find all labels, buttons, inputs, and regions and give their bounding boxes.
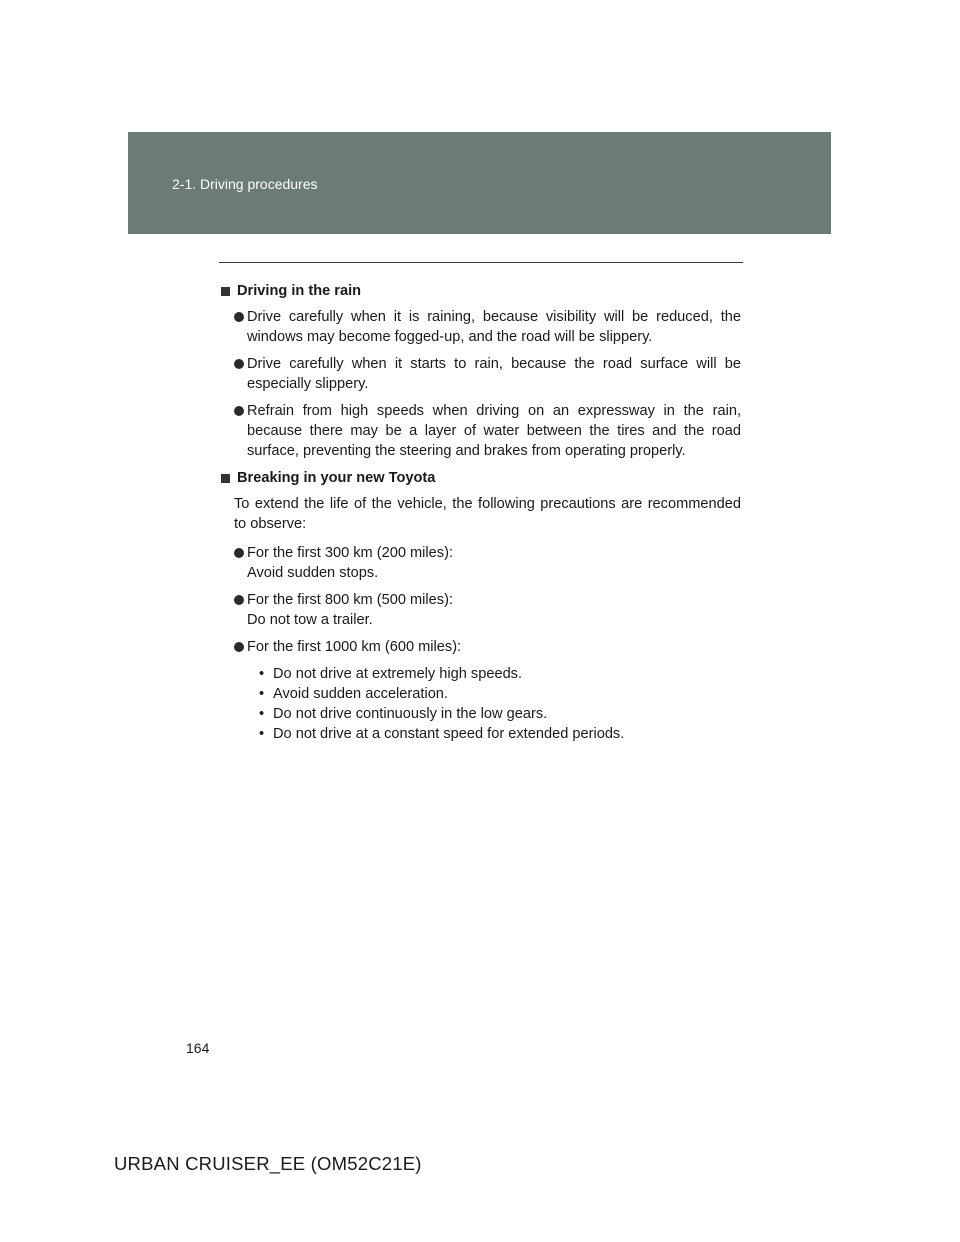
item-title: For the first 800 km (500 miles):: [247, 592, 453, 608]
round-bullet-icon: [234, 312, 244, 322]
square-bullet-icon: [221, 287, 230, 296]
sub-list-item: [259, 724, 741, 744]
middot-icon: •: [259, 666, 265, 682]
breakin-item-3: [234, 637, 741, 657]
page-content: [221, 281, 741, 744]
item-detail: Do not tow a trailer.: [247, 612, 373, 628]
manual-footer: URBAN CRUISER_EE (OM52C21E): [114, 1153, 422, 1174]
rain-bullet-2: [234, 354, 741, 394]
round-bullet-icon: [234, 642, 244, 652]
sub-item-text: Do not drive at extremely high speeds.: [273, 666, 523, 682]
bullet-text: Drive carefully when it is raining, because visibility will be reduced, the windows may become fogged-up, and the road will be slippery.: [247, 309, 741, 345]
sub-item-text: Avoid sudden acceleration.: [273, 686, 448, 702]
breakin-intro: To extend the life of the vehicle, the following precautions are recommended to observe:: [234, 496, 741, 532]
rain-bullet-1: [234, 307, 741, 347]
breakin-item-2: [234, 590, 741, 630]
sub-list-item: [259, 664, 741, 684]
sub-item-text: Do not drive continuously in the low gears.: [273, 706, 548, 722]
rain-bullet-3: [234, 401, 741, 461]
heading-text: Driving in the rain: [237, 283, 362, 299]
bullet-text: Refrain from high speeds when driving on an expressway in the rain, because there may be a layer of water between the tires and the road surface, preventing the steering and brakes from operating properly.: [247, 403, 741, 459]
sub-list-item: [259, 704, 741, 724]
middot-icon: •: [259, 706, 265, 722]
page-number: 164: [186, 1040, 210, 1056]
breakin-sublist: [259, 664, 741, 744]
section-title: 2-1. Driving procedures: [172, 176, 318, 192]
round-bullet-icon: [234, 359, 244, 369]
round-bullet-icon: [234, 406, 244, 416]
heading-breaking-in: [221, 468, 741, 488]
sub-item-text: Do not drive at a constant speed for extended periods.: [273, 726, 625, 742]
round-bullet-icon: [234, 595, 244, 605]
item-detail: Avoid sudden stops.: [247, 565, 379, 581]
round-bullet-icon: [234, 548, 244, 558]
middot-icon: •: [259, 726, 265, 742]
item-title: For the first 1000 km (600 miles):: [247, 639, 462, 655]
divider-rule: [219, 262, 743, 263]
bullet-text: Drive carefully when it starts to rain, because the road surface will be especially slippery.: [247, 356, 741, 392]
heading-text: Breaking in your new Toyota: [237, 470, 436, 486]
square-bullet-icon: [221, 474, 230, 483]
item-title: For the first 300 km (200 miles):: [247, 545, 453, 561]
sub-list-item: [259, 684, 741, 704]
breakin-item-1: [234, 543, 741, 583]
section-header-band: [128, 132, 831, 234]
middot-icon: •: [259, 686, 265, 702]
heading-driving-in-rain: [221, 281, 741, 301]
